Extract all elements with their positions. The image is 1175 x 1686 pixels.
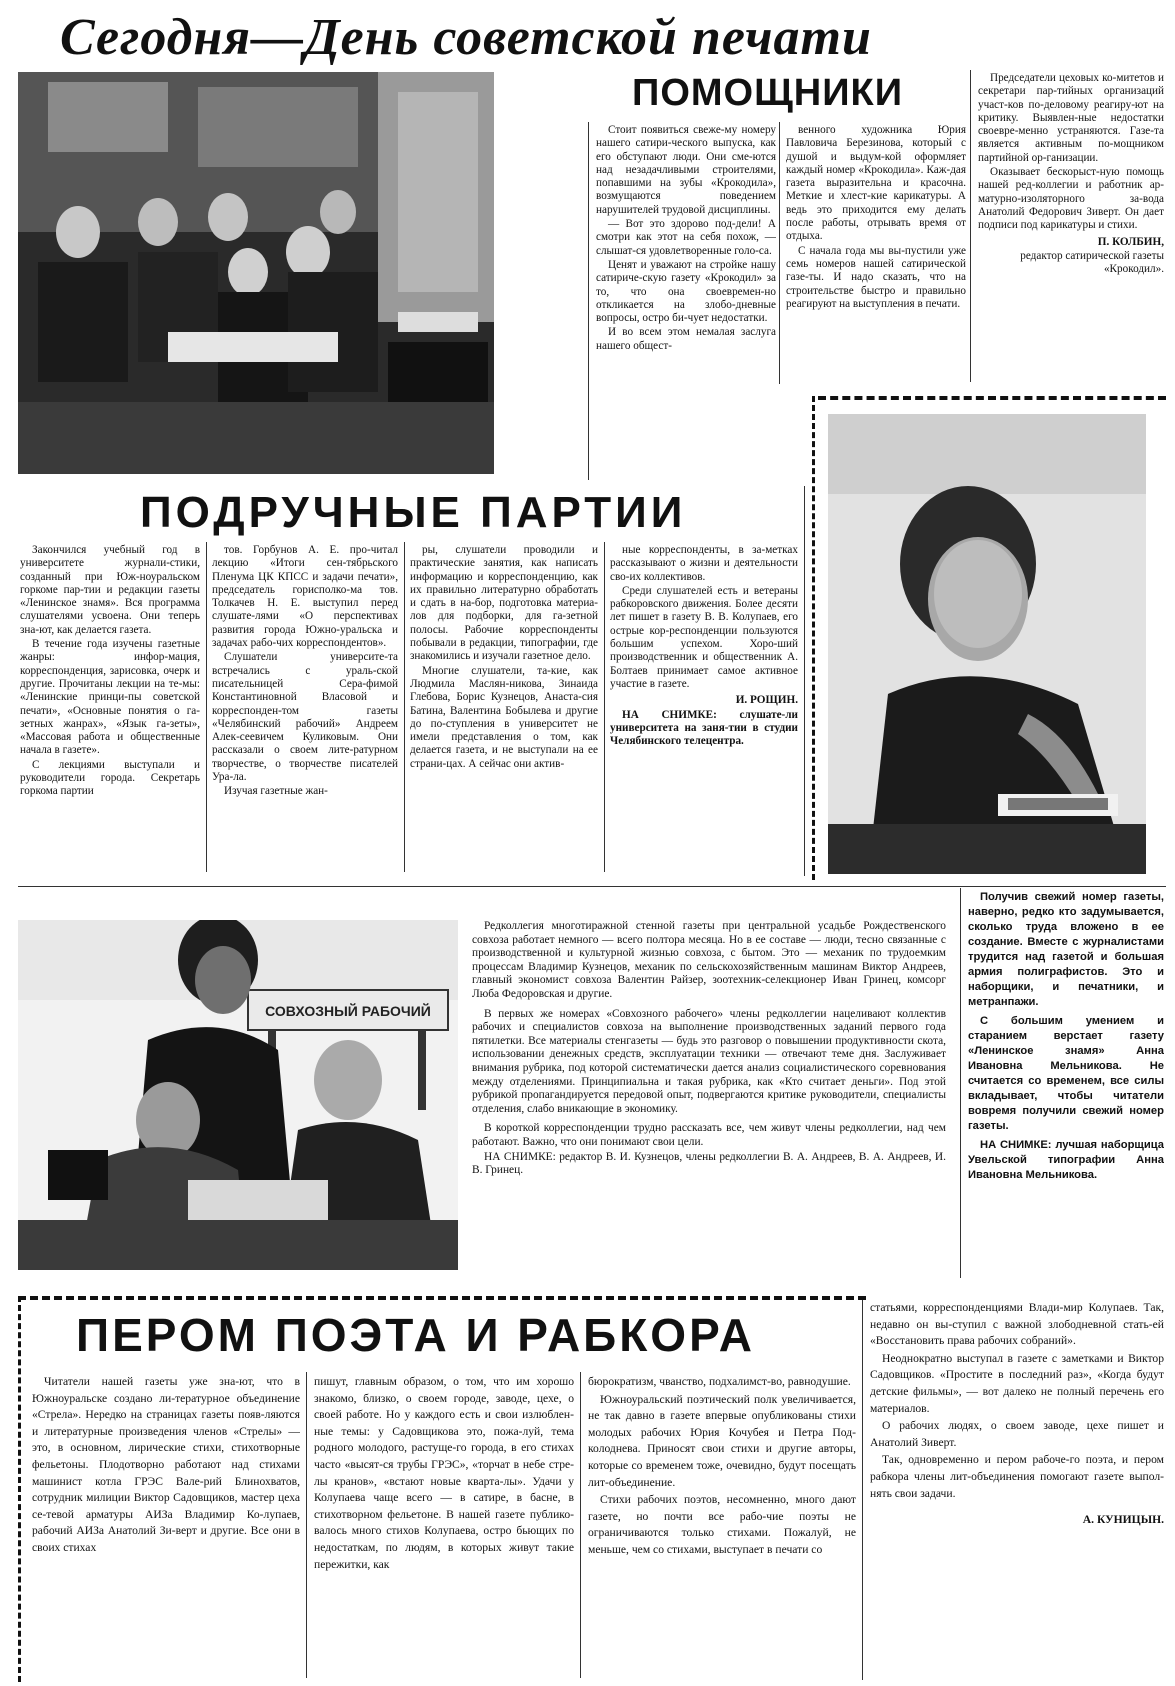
column-rule: [804, 486, 805, 876]
column-rule: [206, 542, 207, 872]
paragraph: Неоднократно выступал в газете с заметками и Виктор Садовщиков. «Простите в последний раз», «Когда будут детские фильмы», — вот далеко не полный перечень его материалов.: [870, 1351, 1164, 1415]
paragraph: С лекциями выступали и руководители города. Секретарь горкома партии: [20, 758, 200, 798]
column-rule: [588, 122, 589, 480]
article-body-typesetter: [968, 890, 1164, 1276]
paragraph: И во всем этом немалая заслуга нашего общест-: [596, 326, 776, 352]
paragraph: С большим умением и старанием верстает газету «Ленинское знамя» Анна Ивановна Мельникова. Не считается со временем, все силы вкладывает, чтобы читатели вовремя получили свежий номер газеты.: [968, 1015, 1164, 1132]
paragraph: Многие слушатели, та-кие, как Людмила Маслян-никова, Зинаида Глебова, Борис Кузнецов, Анаста-сия Батина, Валентина Бобылева и другие до по-ступления в университет не имели представления о том, как делается газета, и не выступали на ее страни-цах. А сейчас они актив-: [410, 664, 598, 770]
article-column: [596, 124, 776, 480]
article-title-podruchnye: ПОДРУЧНЫЕ ПАРТИИ: [140, 488, 687, 537]
byline-role: редактор сатирической газеты «Крокодил».: [1020, 249, 1164, 276]
paragraph: Оказывает бескорыст-ную помощь нашей ред-коллегии и работник ар-матурно-изоляторного за-вода Анатолий Федорович Зиверт. Он дает подписи под карикатуры и стихи.: [978, 166, 1164, 232]
article-column: [212, 544, 398, 874]
article-column: [410, 544, 598, 874]
article-column: [786, 124, 966, 386]
column-rule: [580, 1372, 581, 1678]
dashed-rule: [18, 1296, 866, 1300]
paragraph: Редколлегия многотиражной стенной газеты при центральной усадьбе Рождественского совхоза работает немного — всего полтора месяца. Но в ее составе — люди, тесно связанные с производственной и культурной жизнью совхоза, с бытом. Это — механик по трудоемким процессам Владимир Кузнецов, механик по сельскохозяйственным машинам Виктор Андреев, главный экономист совхоза Валентин Райзер, зоотехник-селекционер Иван Гринец, комсорг Люба Федоровская и другие.: [472, 920, 946, 1000]
column-rule: [862, 1300, 863, 1680]
paragraph: ры, слушатели проводили и практические занятия, как написать информацию и корреспонденцию, как их правильно литературно обработать и сдать в на-бор, подготовка материа-лов для подборки, для га-зетной полосы. Рабочие корреспонденты побывали в редакции, типографии, где знакомились и изучали газетное дело.: [410, 544, 598, 663]
article-column: [20, 544, 200, 874]
column-rule: [960, 888, 961, 1278]
studio-photo-image: [18, 72, 494, 474]
column-rule: [604, 542, 605, 872]
paragraph: Слушатели университе-та встречались с ураль-ской писательницей Сера-фимой Константиновной Власовой и корреспонден-том газеты «Челябинский рабочий» Андреем Алек-сеевичем Куликовым. Они рассказали о своем лите-ратурном творчестве, о творчестве писателей Ура-ла.: [212, 651, 398, 784]
article-column: [610, 544, 798, 878]
paragraph: пишут, главным образом, о том, что им хорошо знакомо, близко, о своем городе, заводе, цехе, о своей работе. Но у каждого есть и свои излюблен-ные темы: у Садовщикова это, пожа-луй, тема родного молодого, растуще-го города, в его стихах часто «высят-ся трубы ГРЭС», «торчат в небе стре-лы кранов», «встают новые кварта-лы». Удачи у Колупаева чаще всего — в сатире, в басне, в стихотворном фельетоне. В нашей газете публико-валось много стихов Колупаева, остро бьющих по недостаткам, по людям, в которых живут такие пережитки, как: [314, 1375, 574, 1571]
paragraph: Читатели нашей газеты уже зна-ют, что в Южноуральске создано ли-тературное объединение «Стрела». Нередко на страницах газеты появ-ляются и литературные произведения членов «Стрелы» — это, в основном, лирические стихи, стихотворные фельетоны. Плодотворно работают над стихами машинист котла ГРЭС Вале-рий Блинохватов, сотрудник милиции Виктор Садовщиков, мастер цеха се-тевой арматуры АИЗа Владимир Ко-лупаев, рабочий АИЗа Анатолий Зи-верт и другие. Все они в своих стихах: [32, 1375, 300, 1554]
column-rule: [306, 1372, 307, 1678]
portrait-photo-image: [828, 414, 1146, 874]
paragraph: бюрократизм, чванство, подхалимст-во, равнодушие.: [588, 1375, 851, 1388]
paragraph: Стихи рабочих поэтов, несомненно, много дают газете, но почти все рабо-чие поэты не ограничиваются только стихами. Пожалуй, не меньше, чем со стихами, выступает в печати со: [588, 1493, 856, 1556]
paragraph: статьями, корреспонденциями Влади-мир Колупаев. Так, недавно он вы-ступил с важной злободневной стать-ей «Восстановить права рабочих собраний».: [870, 1301, 1164, 1348]
board-photo-image: [18, 920, 458, 1270]
dashed-rule: [18, 1296, 21, 1682]
photo-caption: НА СНИМКЕ: редактор В. И. Кузнецов, члены редколлегии В. А. Андреев, В. А. Андреев, И. В. Гринец.: [472, 1150, 946, 1177]
byline: И. РОЩИН.: [735, 694, 798, 707]
column-rule: [779, 122, 780, 384]
paragraph: Южноуральский поэтический полк увеличивается, не так давно в газете впервые опубликованы стихи молодых рабочих Юрия Кочубея и Петра Под-колоднева. Приносят свои стихи и другие авторы, которые со временем тоже, очевидно, будут посещать лит-объединение.: [588, 1392, 856, 1489]
paragraph: В первых же номерах «Совхозного рабочего» члены редколлегии нацеливают коллектив рабочих и специалистов совхоза на выполнение производственных заданий первого года пятилетки. Все материалы стенгазеты — будь это разговор о повышении продуктивности скота, использовании денежных средств, эксплуатации техники — отвечают теме дня. Заслуживает внимания рубрика, под которой систематически дается анализ социалистического соревнования между отделениями. Принципиальна и такая рубрика, как «Кто считает деньги». Под этой рубрикой пропагандируется передовой опыт, подвергаются критике руководители, специалисты отделения, слабо вникающие в экономику.: [472, 1007, 946, 1115]
paragraph: Председатели цеховых ко-митетов и секретари пар-тийных организаций участ-ков по-деловому реагиру-ют на критику. Выявлен-ные недостатки своевре-менно устраняются. Газе-та является активным по-мощником партийной ор-ганизации.: [978, 72, 1164, 164]
column-rule: [970, 70, 971, 382]
paragraph: — Вот это здорово под-дели! А смотри как этот на себя похож, — слышат-ся удовлетворенные голо-са.: [596, 218, 776, 257]
byline: П. КОЛБИН,: [1097, 235, 1164, 248]
paragraph: Так, одновременно и пером рабоче-го поэта, и пером рабкора члены лит-объединения помогают газете выпол-нять свои задачи.: [870, 1453, 1164, 1500]
article-column: [978, 72, 1164, 372]
column-rule: [404, 542, 405, 872]
paragraph: Стоит появиться свеже-му номеру нашего сатири-ческого выпуска, как его обступают люди. Они сме-ются над незадачливыми строителями, попавшими на зубы «Крокодила», возмущаются поведением нарушителей трудовой дисциплины.: [596, 124, 776, 216]
dashed-rule: [812, 396, 815, 880]
article-column: [314, 1374, 574, 1680]
photo-caption: НА СНИМКЕ: слушате-ли университета на заня-тии в студии Челябинского телецентра.: [610, 708, 798, 748]
paragraph: С начала года мы вы-пустили уже семь номеров нашей сатирической газе-ты. И надо сказать, что на строительстве быстро и правильно реагируют на выступления в печати.: [786, 244, 966, 310]
paragraph: Закончился учебный год в университете журнали-стики, созданный при Юж-ноуральском горкоме пар-тии и редакции газеты «Ленинское знамя». Вся программа слушателями усвоена. Они теперь зна-ют, как делается газета.: [20, 544, 200, 636]
paragraph: Ценят и уважают на стройке нашу сатириче-скую газету «Крокодил» за то, что она своевремен-но откликается на злобо-дневные вопросы, остро би-чует недостатки.: [596, 258, 776, 325]
board-sign-text: СОВХОЗНЫЙ РАБОЧИЙ: [265, 1003, 431, 1019]
section-rule: [18, 886, 1166, 887]
masthead-title: Сегодня—День советской печати: [60, 9, 872, 66]
dashed-rule: [818, 396, 1166, 400]
paragraph: В течение года изучены газетные жанры: инфор-мация, корреспонденция, зарисовка, очерк и другие. Прочитаны лекции на те-мы: «Ленинские принци-пы советской печати», «Основные понятия о га-зетных жанрах», «Язык га-зеты», «Массовая работа и общественные начала в газете».: [20, 638, 200, 757]
photo-editorial-board: [18, 920, 458, 1270]
article-column: [870, 1300, 1164, 1680]
paragraph: Изучая газетные жан-: [224, 785, 328, 798]
paragraph: ные корреспонденты, в за-метках рассказывают о жизни и деятельности сво-их коллективов.: [610, 544, 798, 583]
article-title-perom: ПЕРОМ ПОЭТА И РАБКОРА: [76, 1309, 755, 1361]
paragraph: Получив свежий номер газеты, наверно, редко кто задумывается, сколько труда вложено в ее создание. Вместе с журналистами трудится над газетой и большая армия полиграфистов. Это и наборщики, и печатники, и метранпажи.: [968, 891, 1164, 1008]
article-column: [32, 1374, 300, 1680]
photo-typesetter-portrait: [828, 414, 1146, 874]
paragraph: В короткой корреспонденции трудно рассказать все, чем живут члены редколлегии, над чем работают. Важно, что они понимают свои цели.: [472, 1122, 946, 1148]
paragraph: тов. Горбунов А. Е. про-читал лекцию «Итоги сен-тябрьского Пленума ЦК КПСС и задачи печати», председатель горисполко-ма тов. Толкачев Н. Е. выступил перед слушате-лями «О перспективах развития города Южно-уральска и задачах рабо-чих корреспондентов».: [212, 544, 398, 650]
paragraph: венного художника Юрия Павловича Березинова, который с душой и выдум-кой оформляет каждый номер «Крокодила». Каж-дая газета выразительна и красочна. Меткие и хлест-кие карикатуры. А ведь это приходится ему делать после работы, отрывать время от отдыха.: [786, 124, 966, 243]
paragraph: Среди слушателей есть и ветераны рабкоровского движения. Более десяти лет пишет в газету В. В. Колупаев, его острые кор-респонденции пользуются большим успехом. Хоро-ший производственник и общественник А. Болтаев принимает самое активное участие в газете.: [610, 584, 798, 690]
article-column: [588, 1374, 856, 1680]
byline: А. КУНИЦЫН.: [1082, 1513, 1164, 1527]
article-body-sovkhoz: [472, 920, 946, 1270]
photo-caption: НА СНИМКЕ: лучшая наборщица Увельской типографии Анна Ивановна Мельникова.: [968, 1139, 1164, 1181]
paragraph: О рабочих людях, о своем заводе, цехе пишет и Анатолий Зиверт.: [870, 1419, 1164, 1449]
photo-students-studio: [18, 72, 494, 474]
article-title-pomoshchniki: ПОМОЩНИКИ: [632, 72, 904, 114]
